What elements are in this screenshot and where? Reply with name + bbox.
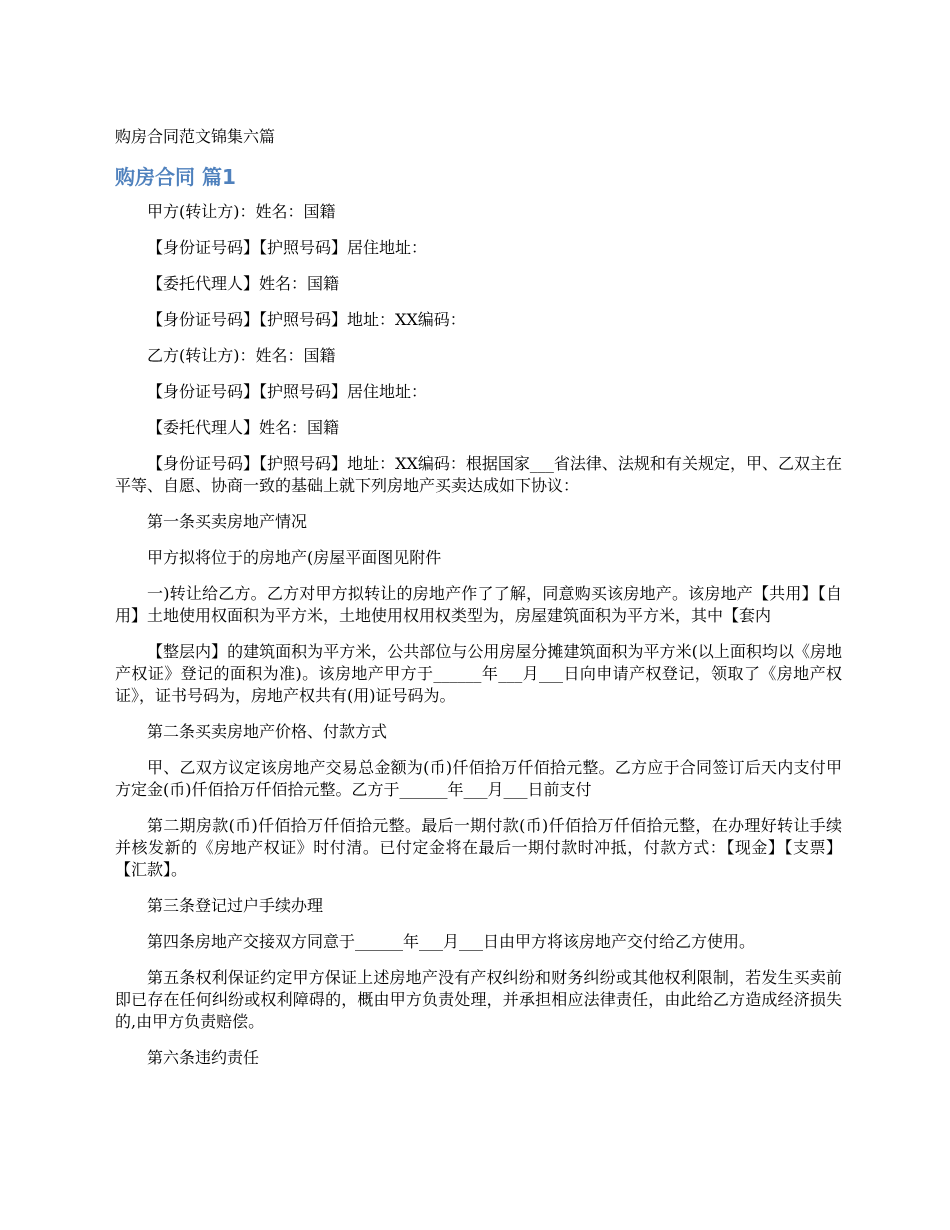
- paragraph-party-a-agent-id: 【身份证号码】【护照号码】地址：XX编码：: [147, 310, 466, 329]
- paragraph-party-a-agent: 【委托代理人】姓名：国籍: [147, 274, 340, 293]
- paragraph-article-3-title: 第三条登记过户手续办理: [147, 896, 324, 915]
- paragraph-party-b-agent: 【委托代理人】姓名：国籍: [147, 418, 340, 437]
- paragraph-article-4: 第四条房地产交接双方同意于______年___月___日由甲方将该房地产交付给乙方使用。: [147, 932, 756, 951]
- paragraph-article-1-title: 第一条买卖房地产情况: [147, 512, 308, 531]
- paragraph-article-6-title: 第六条违约责任: [147, 1048, 260, 1067]
- paragraph-article-1-area: 一)转让给乙方。乙方对甲方拟转让的房地产作了了解，同意购买该房地产。该房地产【共用】【自用】土地使用权面积为平方米，土地使用权用权类型为，房屋建筑面积为平方米，其中【套内: [115, 584, 842, 625]
- document-body: [115, 201, 842, 1083]
- document-title: 购房合同范文锦集六篇: [115, 127, 276, 146]
- paragraph-article-5: 第五条权利保证约定甲方保证上述房地产没有产权纠纷和财务纠纷或其他权利限制，若发生买卖前即已存在任何纠纷或权利障碍的，概由甲方负责处理，并承担相应法律责任，由此给乙方造成经济损失的,由甲方负责赔偿。: [115, 968, 842, 1031]
- paragraph-party-b-id: 【身份证号码】【护照号码】居住地址：: [147, 382, 428, 401]
- section-heading: 购房合同 篇1: [115, 165, 236, 189]
- paragraph-article-2-price: 甲、乙双方议定该房地产交易总金额为(币)仟佰拾万仟佰拾元整。乙方应于合同签订后天内支付甲方定金(币)仟佰拾万仟佰拾元整。乙方于______年___月___日前支付: [115, 758, 842, 799]
- paragraph-article-2-payment: 第二期房款(币)仟佰拾万仟佰拾元整。最后一期付款(币)仟佰拾万仟佰拾元整，在办理好转让手续并核发新的《房地产权证》时付清。已付定金将在最后一期付款时冲抵，付款方式：【现金】【支票】【汇款】。: [115, 816, 842, 879]
- paragraph-party-a: 甲方(转让方)：姓名：国籍: [147, 202, 336, 221]
- paragraph-article-1-registration: 【整层内】的建筑面积为平方米，公共部位与公用房屋分摊建筑面积为平方米(以上面积均以《房地产权证》登记的面积为准)。该房地产甲方于______年___月___日向申请产权登记，领取了《房地产权证》，证书号码为，房地产权共有(用)证号码为。: [115, 642, 842, 705]
- paragraph-party-a-id: 【身份证号码】【护照号码】居住地址：: [147, 238, 428, 257]
- paragraph-preamble: 【身份证号码】【护照号码】地址：XX编码：根据国家___省法律、法规和有关规定，甲、乙双主在平等、自愿、协商一致的基础上就下列房地产买卖达成如下协议：: [115, 454, 842, 495]
- paragraph-article-1-location: 甲方拟将位于的房地产(房屋平面图见附件: [147, 548, 442, 567]
- paragraph-party-b: 乙方(转让方)：姓名：国籍: [147, 346, 336, 365]
- paragraph-article-2-title: 第二条买卖房地产价格、付款方式: [147, 722, 388, 741]
